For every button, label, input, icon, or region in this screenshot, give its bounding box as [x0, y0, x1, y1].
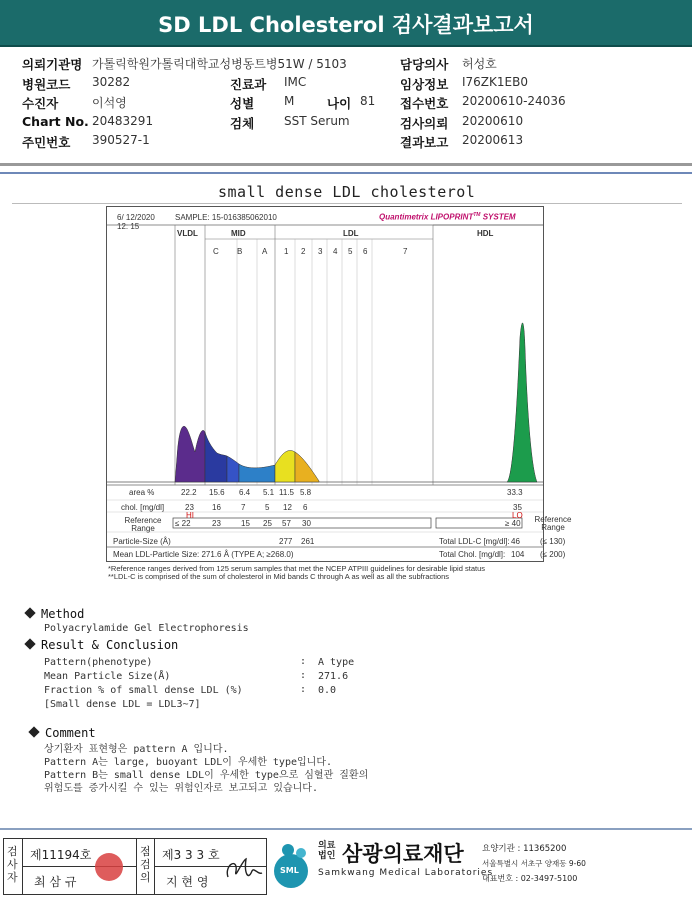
chart-peaks [175, 323, 537, 482]
result-label: Fraction % of small dense LDL (%) [44, 685, 243, 696]
tester-name: 최 삼 규 [34, 875, 77, 889]
ref-range-right: Reference Range [534, 515, 572, 532]
total-ldl-value: 46 [511, 537, 520, 546]
group-hdl: HDL [477, 229, 494, 238]
result-label: Pattern(phenotype) [44, 657, 153, 668]
org-phone: 대표번호 : 02-3497-5100 [482, 874, 578, 883]
chol-value: 6 [303, 503, 308, 512]
chart-no-label: Chart No. [22, 114, 89, 129]
band-b: B [237, 247, 243, 256]
chol-value: 5 [265, 503, 270, 512]
total-chol-label: Total Chol. [mg/dl]: [439, 550, 506, 559]
signature [222, 851, 264, 887]
hdl-peak [507, 323, 537, 482]
ref-value: 30 [302, 519, 311, 528]
group-mid: MID [231, 229, 246, 238]
band-a: A [262, 247, 268, 256]
clinical-value: I76ZK1EB0 [462, 75, 528, 89]
org-code: 요양기관 : 11365200 [482, 844, 567, 854]
band-1: 1 [284, 247, 289, 256]
colon: : [300, 670, 307, 681]
comment-line: 상기환자 표현형은 pattern A 입니다. [44, 744, 229, 755]
chart-time: 12: 15 [117, 222, 140, 231]
method-text: Polyacrylamide Gel Electrophoresis [44, 623, 249, 634]
band-5: 5 [348, 247, 353, 256]
total-chol-value: 104 [511, 550, 525, 559]
result-label: Mean Particle Size(Å) [44, 671, 171, 682]
ref-label: Reference Range [124, 516, 162, 533]
reviewer-label: 점검의 [140, 845, 151, 884]
area-value: 15.6 [209, 488, 225, 497]
chol-flag-lo: LO [512, 511, 523, 520]
vldl-peak [175, 426, 205, 482]
result-heading: Result & Conclusion [26, 638, 178, 652]
patient-name: 이석영 [92, 96, 127, 110]
org-prefix: 의료 법인 [318, 841, 336, 861]
chol-flag-hi: HI [186, 511, 194, 520]
comment-heading: Comment [30, 726, 96, 740]
chol-value: 23 [185, 503, 194, 512]
group-vldl: VLDL [177, 229, 198, 238]
mid-c-peak [205, 432, 227, 482]
hospital-code-label: 병원코드 [22, 77, 71, 92]
report-title: SD LDL Cholesterol 검사결과보고서 [0, 0, 692, 47]
org-address: 서울특별시 서초구 양재동 9-60 [482, 859, 586, 868]
institution-value: 가톨릭학원가톨릭대학교성병동트병51W / 5103 [92, 57, 347, 71]
bullet-icon [28, 726, 39, 737]
band-c: C [213, 247, 219, 256]
brand-label: Quantimetrix LIPOPRINT™ SYSTEM [379, 212, 516, 222]
reviewer-name: 지 현 영 [166, 875, 209, 889]
reviewer-license: 제3 3 3 호 [162, 848, 220, 862]
band-7: 7 [403, 247, 408, 256]
clinical-label: 임상정보 [400, 77, 449, 92]
ref-value: 57 [282, 519, 291, 528]
group-ldl: LDL [343, 229, 359, 238]
band-4: 4 [333, 247, 338, 256]
seal-stamp [95, 853, 123, 881]
chol-value: 35 [513, 503, 522, 512]
chol-value: 16 [212, 503, 221, 512]
method-heading: Method [26, 607, 84, 621]
tester-license: 제11194호 [30, 848, 92, 862]
sex-value: M [284, 94, 295, 108]
divider [0, 172, 692, 174]
divider [0, 828, 692, 830]
accession-value: 20200610-24036 [462, 94, 566, 108]
area-value: 33.3 [507, 488, 523, 497]
chart-no-value: 20483291 [92, 114, 154, 128]
sample-id: SAMPLE: 15-016385062010 [175, 213, 277, 222]
age-label: 나이 [327, 96, 352, 111]
bullet-icon [24, 607, 35, 618]
chol-label: chol. [mg/dl] [121, 503, 165, 512]
ref-value: 23 [212, 519, 221, 528]
request-date-label: 검사의뢰 [400, 116, 449, 131]
ref-value: 15 [241, 519, 250, 528]
mean-size: Mean LDL-Particle Size: 271.6 Å (TYPE A; ≥268.0) [113, 550, 294, 559]
ref-hdl: ≥ 40 [505, 519, 521, 528]
report-date-value: 20200613 [462, 133, 524, 147]
org-name: 삼광의료재단 [342, 842, 464, 866]
org-en: Samkwang Medical Laboratories [318, 868, 494, 878]
request-date-value: 20200610 [462, 114, 524, 128]
ldl1-peak [275, 450, 295, 482]
total-ldl-ref: (≤ 130) [540, 537, 566, 546]
ref-value: ≤ 22 [175, 519, 191, 528]
chol-value: 12 [283, 503, 292, 512]
institution-label: 의뢰기관명 [22, 57, 83, 72]
comment-line: Pattern A는 large, buoyant LDL이 우세한 type입니다. [44, 757, 332, 768]
footnote: **LDL-C is comprised of the sum of cholesterol in Mid bands C through A as well as all the subfractions [108, 572, 450, 581]
total-chol-ref: (≤ 200) [540, 550, 566, 559]
divider [12, 203, 682, 204]
area-value: 11.5 [279, 488, 294, 497]
result-note: [Small dense LDL = LDL3~7] [44, 699, 201, 710]
chart-date: 6/ 12/2020 [117, 213, 155, 222]
area-value: 5.8 [300, 488, 312, 497]
accession-label: 접수번호 [400, 96, 449, 111]
dept-label: 진료과 [230, 77, 267, 92]
colon: : [300, 656, 307, 667]
particle-value: 277 [279, 537, 293, 546]
doctor-label: 담당의사 [400, 57, 449, 72]
patient-label: 수진자 [22, 96, 59, 111]
lipoprint-chart [106, 206, 544, 562]
specimen-label: 검체 [230, 116, 255, 131]
area-label: area % [129, 488, 155, 497]
rrn-label: 주민번호 [22, 135, 71, 150]
rrn-value: 390527-1 [92, 133, 150, 147]
sml-text: SML [280, 866, 299, 875]
sml-logo [272, 840, 316, 884]
area-value: 22.2 [181, 488, 197, 497]
band-6: 6 [363, 247, 368, 256]
colon: : [300, 684, 307, 695]
particle-label: Particle-Size (Å) [113, 537, 171, 546]
ref-value: 25 [263, 519, 272, 528]
report-date-label: 결과보고 [400, 135, 449, 150]
age-value: 81 [360, 94, 376, 108]
total-ldl-label: Total LDL-C [mg/dl]: [439, 537, 510, 546]
particle-value: 261 [301, 537, 315, 546]
chart-heading: small dense LDL cholesterol [218, 183, 476, 201]
hospital-code-value: 30282 [92, 75, 131, 89]
comment-line: Pattern B는 small dense LDL이 우세한 type으로 심혈관 질환의 [44, 770, 369, 781]
dept-value: IMC [284, 75, 307, 89]
signature-box [3, 838, 267, 895]
band-3: 3 [318, 247, 323, 256]
divider [0, 163, 692, 166]
band-2: 2 [301, 247, 306, 256]
doctor-value: 허성호 [462, 57, 497, 71]
chart-svg [107, 207, 543, 561]
result-value: A type [318, 657, 355, 668]
ldl2-peak [295, 452, 319, 482]
result-value: 271.6 [318, 671, 349, 682]
area-value: 5.1 [263, 488, 275, 497]
area-value: 6.4 [239, 488, 251, 497]
result-value: 0.0 [318, 685, 337, 696]
sex-label: 성별 [230, 96, 255, 111]
comment-line: 위험도를 증가시킬 수 있는 위험인자로 보고되고 있습니다. [44, 783, 318, 794]
chol-value: 7 [241, 503, 246, 512]
specimen-value: SST Serum [284, 114, 350, 128]
bullet-icon [24, 638, 35, 649]
tester-label: 검사자 [7, 845, 18, 884]
footnote: *Reference ranges derived from 125 serum samples that met the NCEP ATPIII guidelines for desirable lipid status [108, 564, 485, 573]
